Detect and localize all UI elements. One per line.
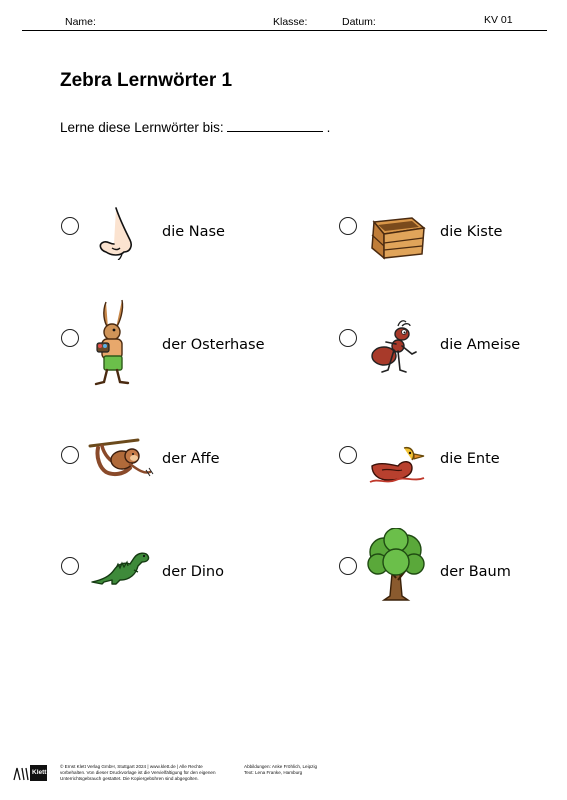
page-title: Zebra Lernwörter 1 (60, 70, 233, 91)
instruction-end: . (326, 120, 331, 135)
date-label: Datum: (342, 16, 376, 28)
checkbox-circle[interactable] (339, 557, 357, 575)
word-ameise: die Ameise (440, 337, 521, 353)
ant-icon (368, 318, 420, 381)
checkbox-circle[interactable] (339, 446, 357, 464)
checkbox-circle[interactable] (339, 217, 357, 235)
word-kiste: die Kiste (440, 224, 503, 240)
checkbox-circle[interactable] (61, 329, 79, 347)
copyright-line: vorbehalten. Von dieser Druckvorlage ist die Vervielfältigung für den eigenen (60, 770, 216, 775)
checkbox-circle[interactable] (61, 557, 79, 575)
word-baum: der Baum (440, 564, 511, 580)
word-affe: der Affe (162, 451, 220, 467)
monkey-icon (88, 434, 154, 485)
instruction (60, 120, 330, 135)
credits (244, 764, 317, 776)
klett-logo (12, 764, 48, 782)
word-nase: die Nase (162, 224, 225, 240)
checkbox-circle[interactable] (339, 329, 357, 347)
class-label: Klasse: (273, 16, 308, 28)
tree-icon (366, 528, 426, 607)
crate-icon (368, 216, 426, 267)
checkbox-circle[interactable] (61, 217, 79, 235)
sheet-code: KV 01 (484, 14, 513, 26)
word-dino: der Dino (162, 564, 224, 580)
word-ente: die Ente (440, 451, 500, 467)
nose-icon (96, 206, 136, 265)
dinosaur-icon (90, 546, 152, 591)
instruction-text: Lerne diese Lernwörter bis: (60, 120, 224, 135)
header-rule (22, 30, 547, 31)
duck-icon (368, 444, 428, 491)
klett-logo-text: Klett (32, 769, 47, 776)
credits-line: Abbildungen: Anke Fröhlich, Leipzig (244, 764, 318, 769)
easter-bunny-icon (90, 298, 136, 393)
copyright-line: Unterrichtsgebrauch gestattet. Die Kopiergebühren sind abgegolten. (60, 776, 199, 781)
word-osterhase: der Osterhase (162, 337, 265, 353)
date-blank-line (227, 120, 323, 132)
checkbox-circle[interactable] (61, 446, 79, 464)
credits-line: Text: Lena Franke, Hamburg (244, 770, 303, 775)
name-label: Name: (65, 16, 96, 28)
copyright-notice (60, 764, 216, 782)
copyright-line: © Ernst Klett Verlag GmbH, Stuttgart 2024 | www.klett.de | Alle Rechte (60, 764, 203, 769)
